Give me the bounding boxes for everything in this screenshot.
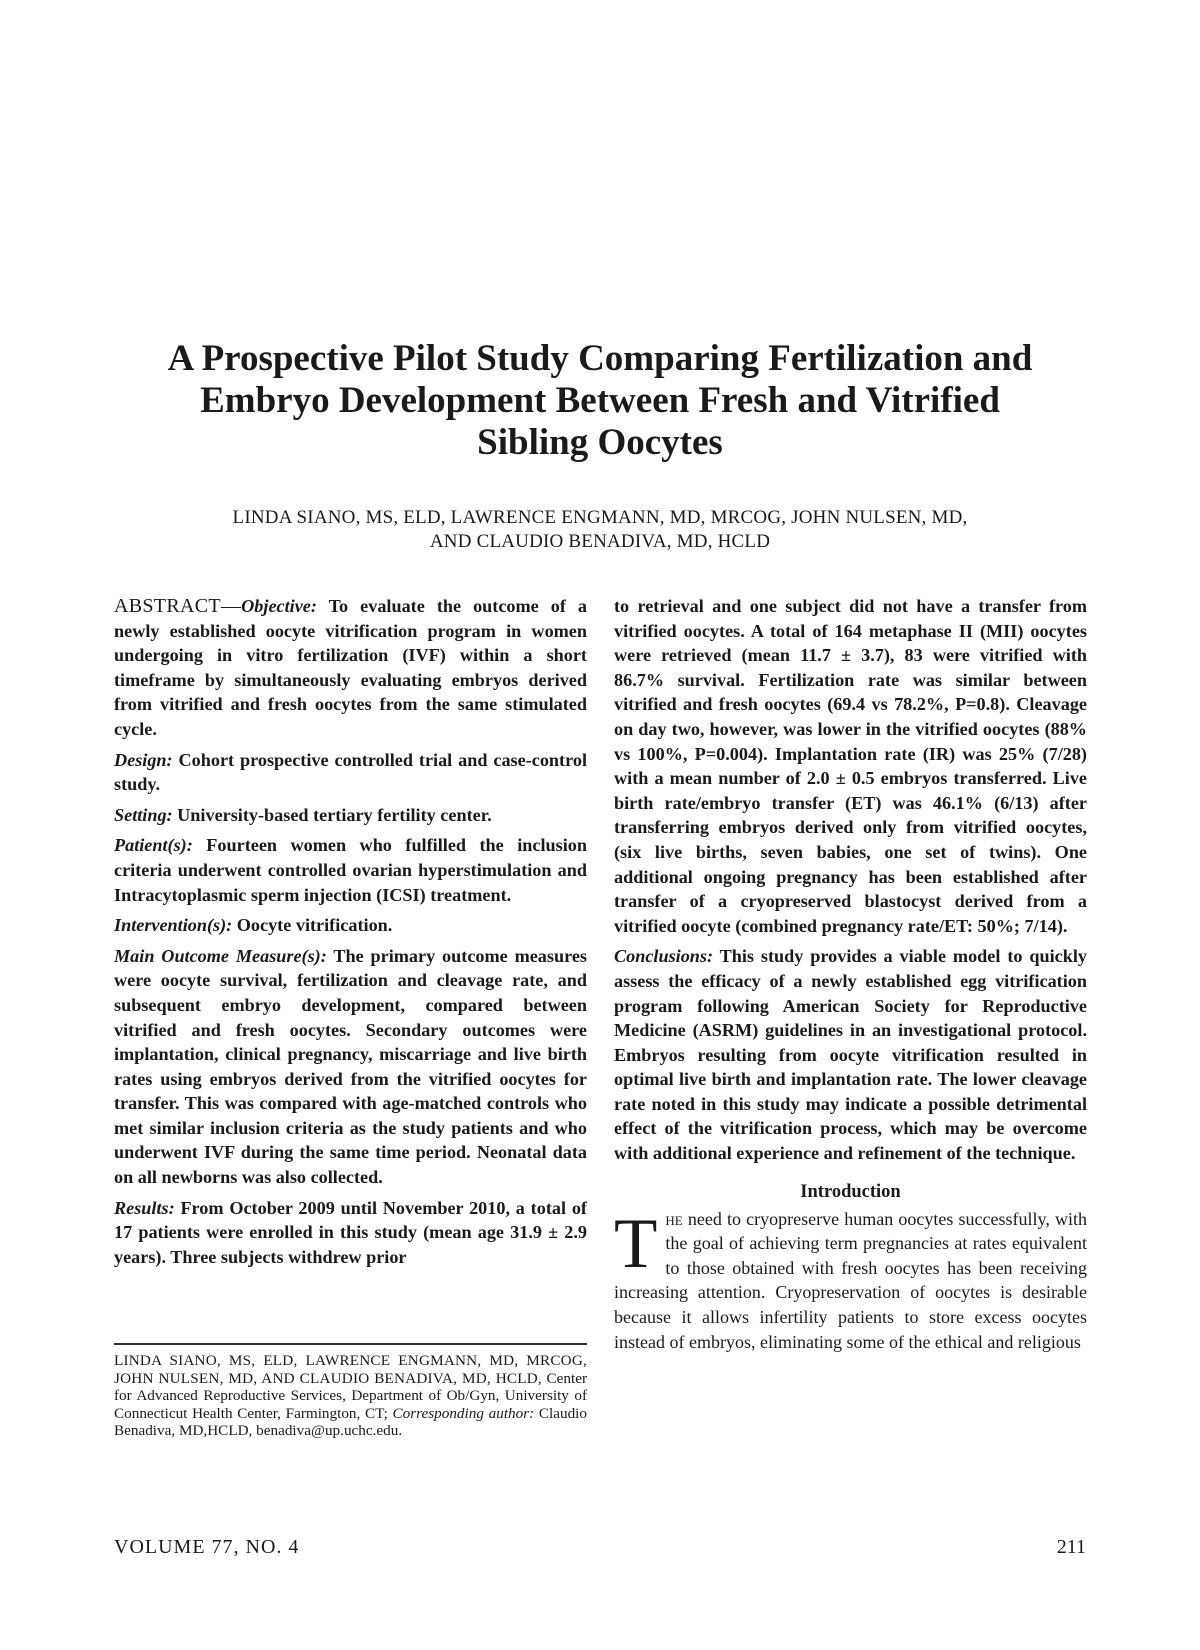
corresponding-label: Corresponding author: <box>392 1404 535 1422</box>
results-label: Results: <box>114 1197 175 1218</box>
drop-cap: T <box>614 1204 658 1283</box>
abstract-conclusions <box>614 944 1087 1165</box>
author-byline <box>130 506 1070 554</box>
conclusions-text: This study provides a viable model to quickly assess the efficacy of a newly established egg vitrification program following American Society for Reproductive Medicine (ASRM) guidelines in an investigational protocol. Embryos resulting from oocyte vitrification resulted in optimal live birth and implantation rate. The lower cleavage rate noted in this study may indicate a possible detrimental effect of the vitrification process, which may be overcome with additional experience and refinement of the technique. <box>614 946 1087 1164</box>
abstract-design <box>114 748 587 797</box>
outcome-text: The primary outcome measures were oocyte survival, fertilization and cleavage rate, and subsequent embryo development, compared between vitrified and fresh oocytes. Secondary outcomes were implantation, clinical pregnancy, miscarriage and live birth rates using embryos derived from the vitrified oocytes for transfer. This was compared with age-matched controls who met similar inclusion criteria as the study patients and who underwent IVF during the same time period. Neonatal data on all newborns was also collected. <box>114 945 587 1188</box>
intro-text: need to cryopreserve human oocytes successfully, with the goal of achieving term pregnancies at rates equivalent to those obtained with fresh oocytes has been receiving increasing attention. Cryopreservation of oocytes is desirable because it allows infertility patients to store excess oocytes instead of embryos, eliminating some of the ethical and religious <box>614 1208 1087 1352</box>
intervention-text: Oocyte vitrification. <box>232 915 393 936</box>
right-column <box>614 594 1087 1354</box>
results-text: From October 2009 until November 2010, a total of 17 patients were enrolled in this study (mean age 31.9 ± 2.9 years). Three subjects withdrew prior <box>114 1197 587 1267</box>
page-number: 211 <box>1056 1536 1086 1558</box>
objective-label: Objective: <box>241 596 317 616</box>
title-line: Sibling Oocytes <box>477 422 723 463</box>
design-label: Design: <box>114 749 173 770</box>
abstract-setting <box>114 803 587 828</box>
footnote-authors: LINDA SIANO, MS, ELD, LAWRENCE ENGMANN, MD, MRCOG, JOHN NULSEN, MD, AND CLAUDIO BENADIVA, MD, HCLD, <box>114 1352 587 1387</box>
title-line: A Prospective Pilot Study Comparing Fertilization and <box>167 338 1033 379</box>
footnote-affiliation: Center for Advanced Reproductive Services, Department of Ob/Gyn, University of Connecticut Health Center, Farmington, CT; <box>114 1369 588 1422</box>
setting-label: Setting: <box>114 804 173 825</box>
objective-text: To evaluate the outcome of a newly established oocyte vitrification program in women undergoing in vitro fertilization (IVF) within a short timeframe by simultaneously evaluating embryos derived from vitrified and fresh oocytes from the same stimulated cycle. <box>114 596 587 739</box>
author-line: LINDA SIANO, MS, ELD, LAWRENCE ENGMANN, MD, MRCOG, JOHN NULSEN, MD, <box>232 507 968 528</box>
left-column <box>114 594 587 1275</box>
setting-text: University-based tertiary fertility center. <box>172 804 492 825</box>
author-line: AND CLAUDIO BENADIVA, MD, HCLD <box>429 531 771 552</box>
abstract-results-continued: to retrieval and one subject did not have a transfer from vitrified oocytes. A total of 164 metaphase II (MII) oocytes were retrieved (mean 11.7 ± 3.7), 83 were vitrified with 86.7% survival. Fertilization rate was similar between vitrified and fresh oocytes (69.4 vs 78.2%, P=0.8). Cleavage on day two, however, was lower in the vitrified oocytes (88% vs 100%, P=0.004). Implantation rate (IR) was 25% (7/28) with a mean number of 2.0 ± 0.5 embryos transferred. Live birth rate/embryo transfer (ET) was 46.1% (6/13) after transferring embryos derived only from vitrified oocytes, (six live births, seven babies, one set of twins). One additional ongoing pregnancy has been established after transfer of a cryopreserved blastocyst derived from a vitrified oocyte (combined pregnancy rate/ET: 50%; 7/14). <box>614 596 1087 936</box>
outcome-label: Main Outcome Measure(s): <box>114 945 327 966</box>
introduction-paragraph <box>614 1204 1087 1355</box>
abstract-outcome <box>114 944 587 1190</box>
patients-label: Patient(s): <box>114 835 193 856</box>
footnote-divider <box>114 1343 587 1345</box>
author-footnote <box>114 1352 587 1440</box>
abstract-results <box>114 1196 587 1270</box>
design-text: Cohort prospective controlled trial and case-control study. <box>114 749 587 795</box>
intro-smallcaps: he <box>665 1208 683 1229</box>
abstract-intervention <box>114 913 587 938</box>
section-heading-introduction: Introduction <box>800 1181 901 1202</box>
abstract-label: ABSTRACT— <box>114 595 242 617</box>
article-title <box>130 338 1070 464</box>
abstract-objective <box>114 594 587 742</box>
abstract-patients <box>114 833 587 907</box>
intervention-label: Intervention(s): <box>114 915 233 936</box>
patients-text: Fourteen women who fulfilled the inclusion criteria underwent controlled ovarian hyperstimulation and Intracytoplasmic sperm injection (ICSI) treatment. <box>114 835 587 905</box>
conclusions-label: Conclusions: <box>614 946 714 967</box>
title-line: Embryo Development Between Fresh and Vitrified <box>200 380 1000 421</box>
corresponding-text: Claudio Benadiva, MD,HCLD, benadiva@up.uchc.edu. <box>114 1404 587 1440</box>
volume-number: VOLUME 77, NO. 4 <box>114 1536 300 1558</box>
